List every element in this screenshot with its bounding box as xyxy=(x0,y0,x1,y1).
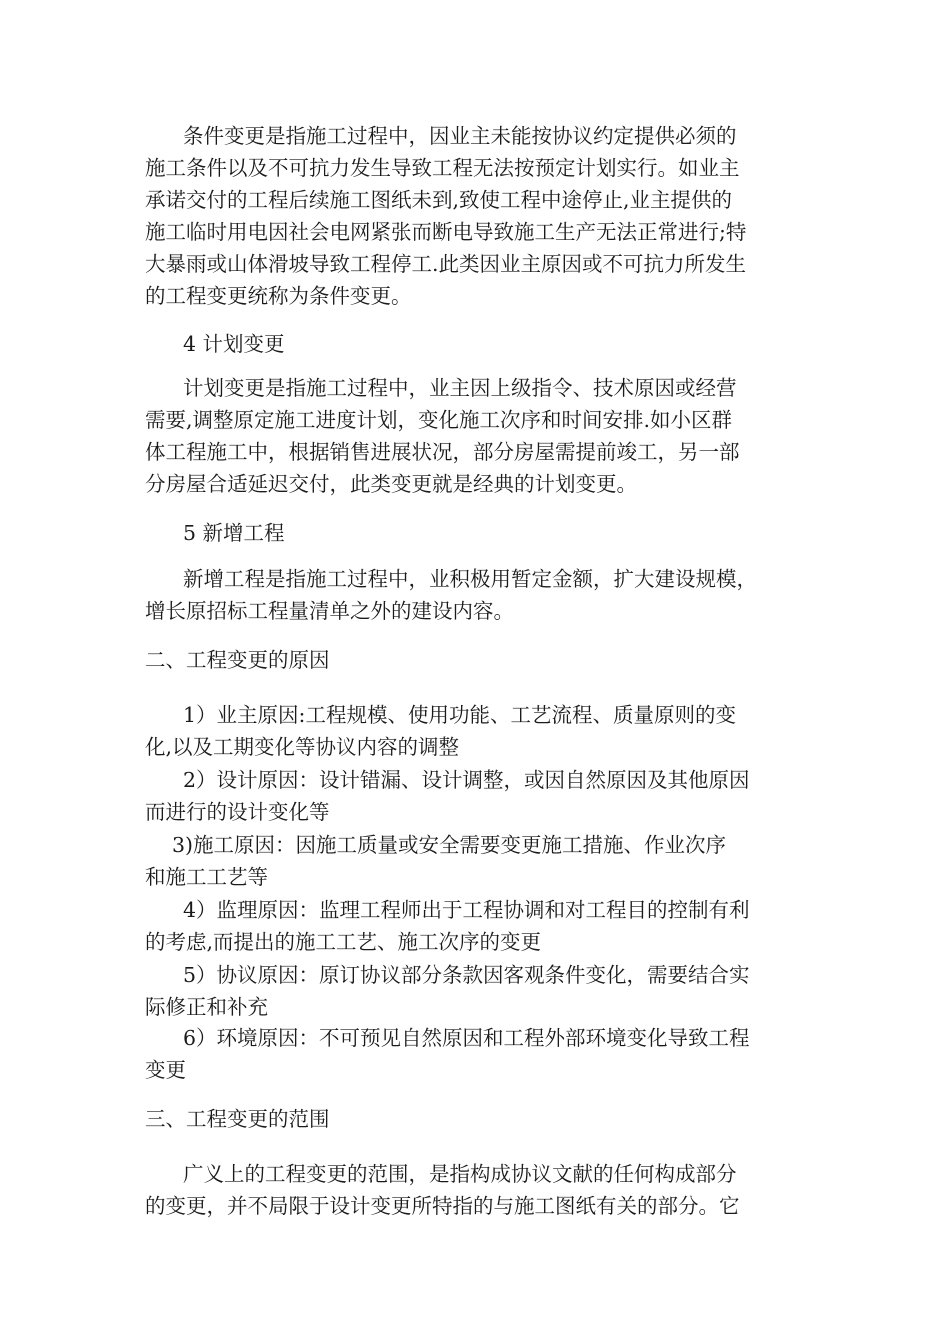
para-condition-change-line-1: 条件变更是指施工过程中，因业主未能按协议约定提供必须的 xyxy=(183,124,737,148)
reason-2-line-2: 而进行的设计变化等 xyxy=(145,800,330,824)
para-condition-change-line-2: 施工条件以及不可抗力发生导致工程无法按预定计划实行。如业主 xyxy=(145,156,740,180)
para-condition-change-line-6: 的工程变更统称为条件变更。 xyxy=(145,284,412,308)
reason-6-line-1: 6）环境原因：不可预见自然原因和工程外部环境变化导致工程 xyxy=(183,1026,750,1050)
para-new-works-line-2: 增长原招标工程量清单之外的建设内容。 xyxy=(145,599,514,623)
reason-2-line-1: 2）设计原因：设计错漏、设计调整，或因自然原因及其他原因 xyxy=(183,768,750,792)
para-plan-change-line-4: 分房屋合适延迟交付，此类变更就是经典的计划变更。 xyxy=(145,472,637,496)
para-condition-change-line-3: 承诺交付的工程后续施工图纸未到,致使工程中途停止,业主提供的 xyxy=(145,188,733,212)
reason-1-line-2: 化,以及工期变化等协议内容的调整 xyxy=(145,735,460,759)
para-scope-line-1: 广义上的工程变更的范围，是指构成协议文献的任何构成部分 xyxy=(183,1162,737,1186)
section-three-heading: 三、工程变更的范围 xyxy=(145,1107,330,1131)
para-condition-change-line-4: 施工临时用电因社会电网紧张而断电导致施工生产无法正常进行;特 xyxy=(145,220,747,244)
reason-1-line-1: 1）业主原因:工程规模、使用功能、工艺流程、质量原则的变 xyxy=(183,703,736,727)
reason-4-line-2: 的考虑,而提出的施工工艺、施工次序的变更 xyxy=(145,930,542,954)
reason-5-line-1: 5）协议原因：原订协议部分条款因客观条件变化，需要结合实 xyxy=(183,963,750,987)
para-plan-change-line-1: 计划变更是指施工过程中，业主因上级指令、技术原因或经营 xyxy=(183,376,737,400)
reason-5-line-2: 际修正和补充 xyxy=(145,995,268,1019)
reason-6-line-2: 变更 xyxy=(145,1058,186,1082)
section-two-heading: 二、工程变更的原因 xyxy=(145,648,330,672)
para-new-works-line-1: 新增工程是指施工过程中，业积极用暂定金额，扩大建设规模， xyxy=(183,567,757,591)
para-scope-line-2: 的变更，并不局限于设计变更所特指的与施工图纸有关的部分。它 xyxy=(145,1194,740,1218)
para-plan-change-line-3: 体工程施工中，根据销售进展状况，部分房屋需提前竣工，另一部 xyxy=(145,440,740,464)
heading-plan-change: 4 计划变更 xyxy=(183,332,285,356)
para-plan-change-line-2: 需要,调整原定施工进度计划，变化施工次序和时间安排.如小区群 xyxy=(145,408,733,432)
reason-3-line-1: 3)施工原因：因施工质量或安全需要变更施工措施、作业次序 xyxy=(172,833,727,857)
reason-4-line-1: 4）监理原因：监理工程师出于工程协调和对工程目的控制有利 xyxy=(183,898,750,922)
para-condition-change-line-5: 大暴雨或山体滑坡导致工程停工.此类因业主原因或不可抗力所发生 xyxy=(145,252,747,276)
heading-new-works: 5 新增工程 xyxy=(183,521,285,545)
reason-3-line-2: 和施工工艺等 xyxy=(145,865,268,889)
